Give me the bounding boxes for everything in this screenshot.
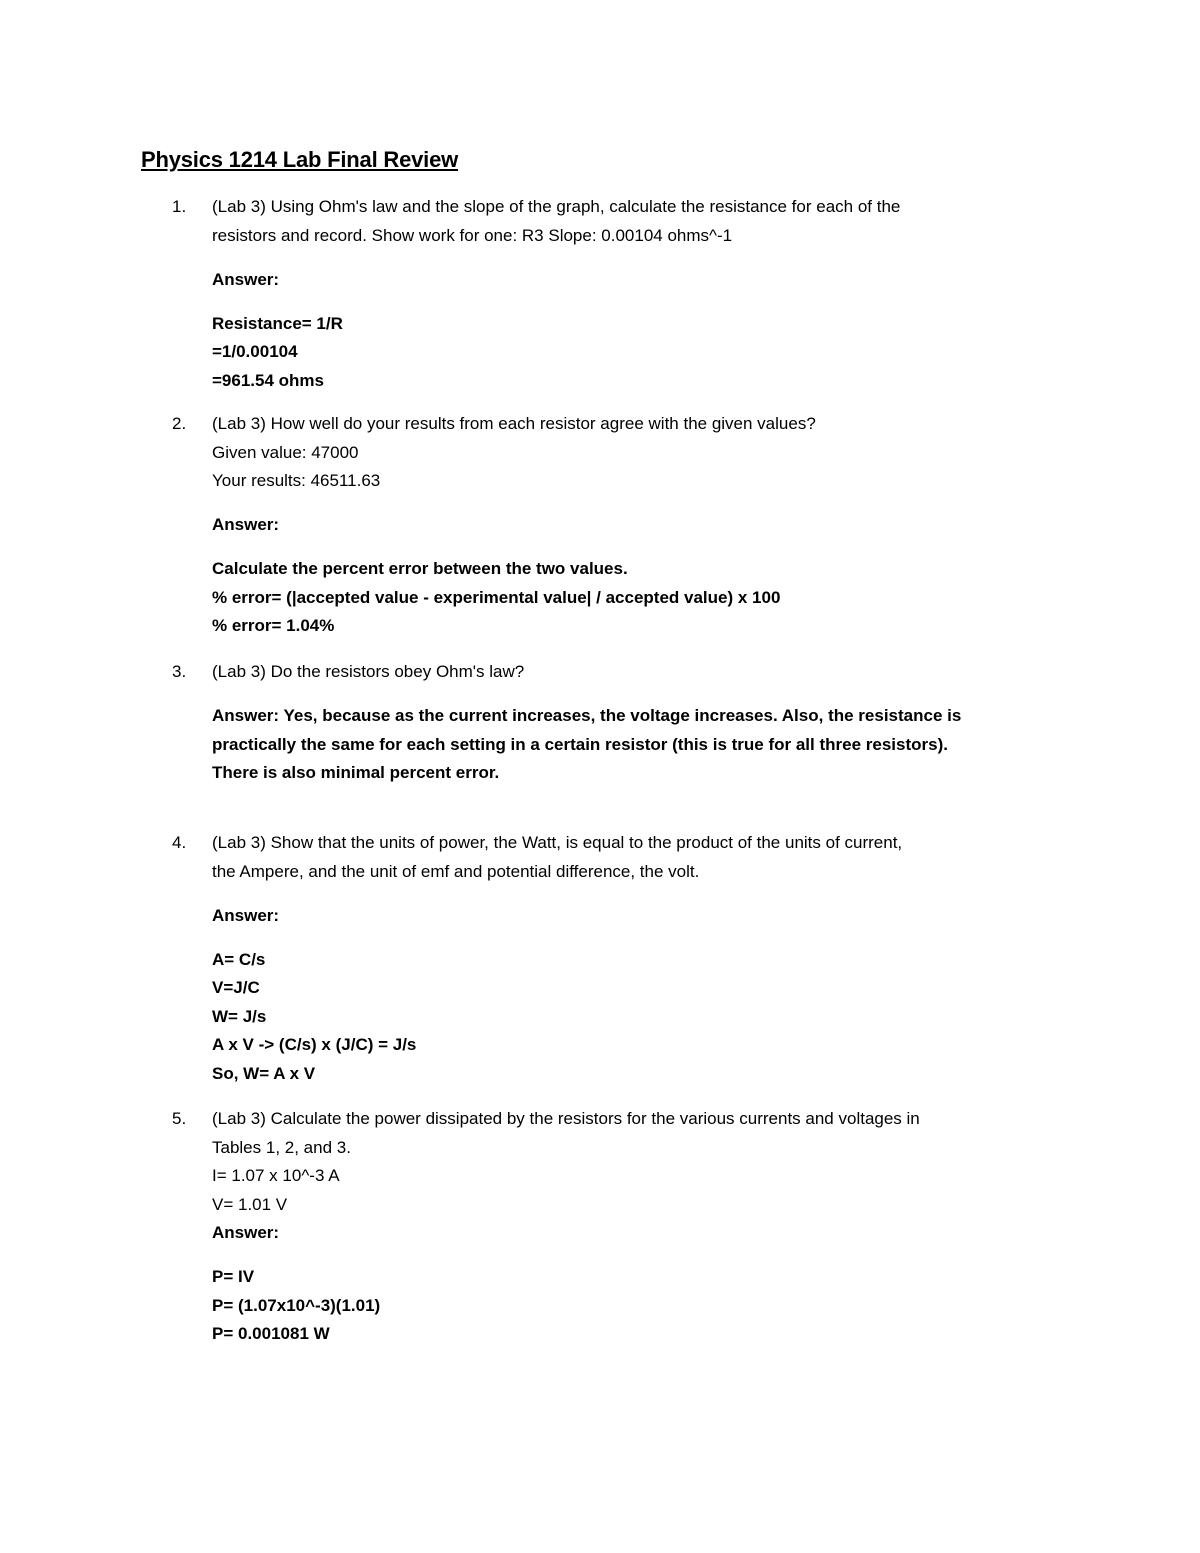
item-number: 5. [172, 1109, 187, 1128]
answer-line: =1/0.00104 [212, 342, 298, 361]
question-text: (Lab 3) Do the resistors obey Ohm's law? [212, 662, 525, 681]
question-text: Given value: 47000 [212, 442, 359, 462]
item-number: 1. [172, 197, 187, 216]
question-text: the Ampere, and the unit of emf and potential difference, the volt. [212, 861, 700, 881]
answer-line: A x V -> (C/s) x (J/C) = J/s [212, 1035, 417, 1054]
question-text: (Lab 3) Show that the units of power, the Watt, is equal to the product of the units of current, [212, 833, 903, 852]
answer-line: A= C/s [212, 949, 266, 969]
answer-label: Answer: [212, 269, 280, 289]
question-text: Your results: 46511.63 [212, 471, 381, 490]
question-text: I= 1.07 x 10^-3 A [212, 1166, 340, 1185]
answer-line: Answer: Yes, because as the current increases, the voltage increases. Also, the resistance is [212, 706, 962, 725]
answer-line: P= (1.07x10^-3)(1.01) [212, 1295, 381, 1315]
answer-label: Answer: [212, 1223, 280, 1242]
answer-line: So, W= A x V [212, 1063, 316, 1083]
question-text: (Lab 3) Calculate the power dissipated by the resistors for the various currents and voltages in [212, 1109, 920, 1128]
answer-line: practically the same for each setting in a certain resistor (this is true for all three resistors). [212, 734, 948, 754]
answer-label: Answer: [212, 515, 280, 534]
item-number: 3. [172, 662, 187, 681]
answer-line: There is also minimal percent error. [212, 763, 500, 782]
item-number: 2. [172, 414, 187, 433]
answer-line: Calculate the percent error between the two values. [212, 559, 628, 578]
question-text: (Lab 3) Using Ohm's law and the slope of the graph, calculate the resistance for each of the [212, 197, 901, 216]
answer-line: W= J/s [212, 1006, 267, 1026]
item-number: 4. [172, 833, 187, 852]
document-title: Physics 1214 Lab Final Review [141, 147, 459, 172]
question-text: V= 1.01 V [212, 1194, 288, 1214]
question-text: resistors and record. Show work for one: R3 Slope: 0.00104 ohms^-1 [212, 225, 733, 245]
answer-line: P= IV [212, 1267, 255, 1286]
answer-line: % error= (|accepted value - experimental value| / accepted value) x 100 [212, 587, 781, 607]
question-text: (Lab 3) How well do your results from each resistor agree with the given values? [212, 414, 816, 433]
answer-line: =961.54 ohms [212, 370, 324, 390]
answer-line: V=J/C [212, 978, 260, 997]
answer-line: P= 0.001081 W [212, 1324, 330, 1343]
answer-line: Resistance= 1/R [212, 313, 343, 333]
question-text: Tables 1, 2, and 3. [212, 1137, 351, 1157]
answer-label: Answer: [212, 905, 280, 925]
answer-line: % error= 1.04% [212, 616, 335, 635]
